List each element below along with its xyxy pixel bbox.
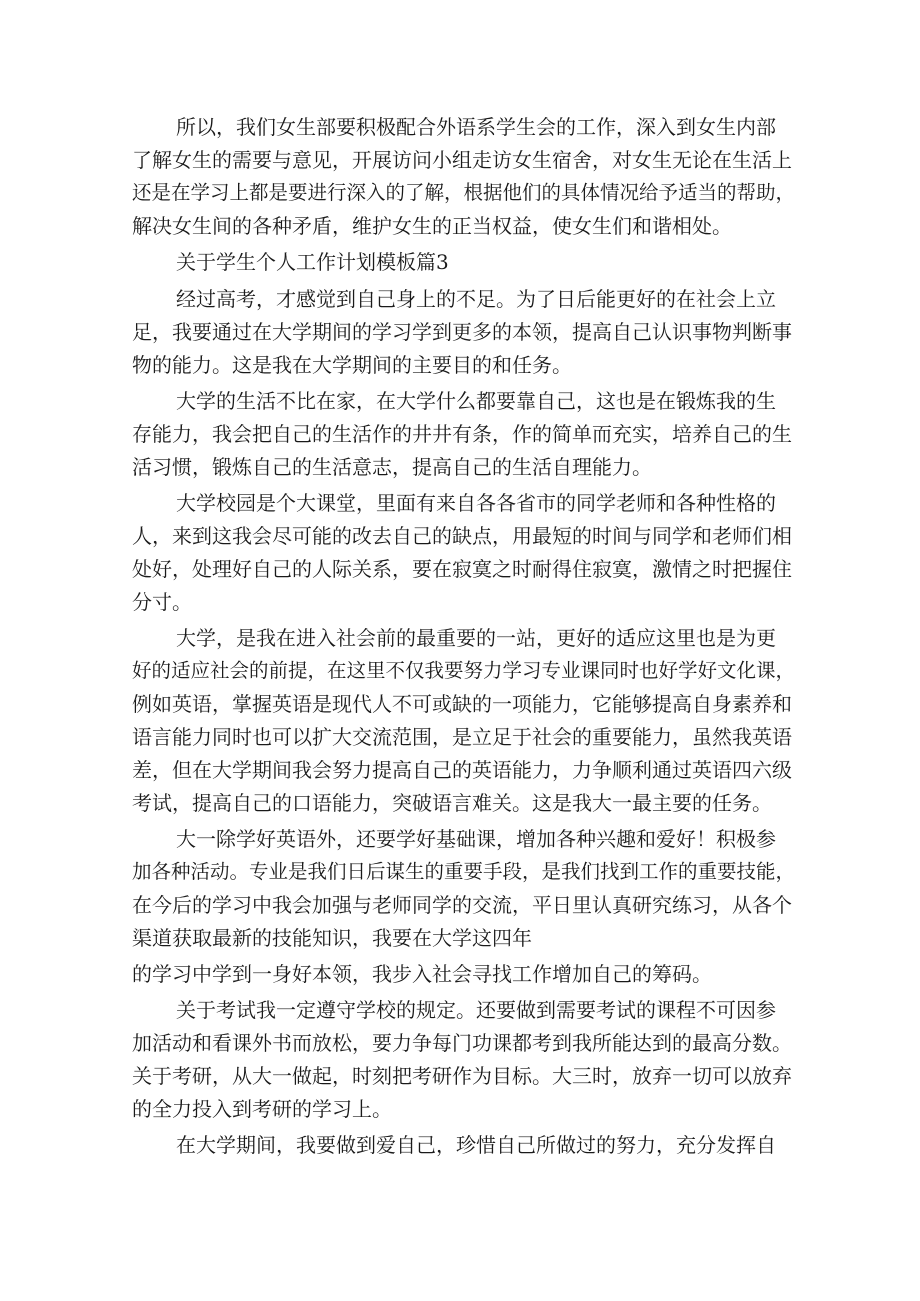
text-line: 的学习中学到一身好本领，我步入社会寻找工作增加自己的筹码。: [132, 962, 712, 986]
text-line: 例如英语，掌握英语是现代人不可或缺的一项能力，它能够提高自身素养和: [132, 692, 792, 716]
text-line: 的全力投入到考研的学习上。: [132, 1097, 392, 1121]
text-line: 渠道获取最新的技能知识，我要在大学这四年: [132, 926, 532, 950]
text-line: 在大学期间，我要做到爱自己，珍惜自己所做过的努力，充分发挥自: [176, 1133, 776, 1157]
text-line: 关于考试我一定遵守学校的规定。还要做到需要考试的课程不可因参: [176, 998, 776, 1022]
text-line: 大学的生活不比在家，在大学什么都要靠自己，这也是在锻炼我的生: [176, 389, 776, 413]
text-line: 加各种活动。专业是我们日后谋生的重要手段，是我们找到工作的重要技能，: [132, 860, 796, 883]
text-line: 物的能力。这是我在大学期间的主要目的和任务。: [132, 353, 572, 377]
section-heading: 关于学生个人工作计划模板篇3: [176, 250, 449, 274]
text-line: 大学，是我在进入社会前的最重要的一站，更好的适应这里也是为更: [176, 626, 776, 650]
text-line: 活习惯，锻炼自己的生活意志，提高自己的生活自理能力。: [132, 455, 652, 479]
text-line: 大一除学好英语外，还要学好基础课，增加各种兴趣和爱好！积极参: [176, 827, 776, 851]
text-line: 大学校园是个大课堂，里面有来自各各省市的同学老师和各种性格的: [176, 491, 776, 515]
text-line: 好的适应社会的前提，在这里不仅我要努力学习专业课同时也好学好文化课，: [132, 659, 796, 682]
text-line: 还是在学习上都是要进行深入的了解，根据他们的具体情况给予适当的帮助，: [132, 181, 796, 204]
text-line: 存能力，我会把自己的生活作的井井有条，作的简单而充实，培养自己的生: [132, 422, 792, 446]
text-line: 足，我要通过在大学期间的学习学到更多的本领，提高自己认识事物判断事: [132, 320, 792, 344]
text-line: 关于考研，从大一做起，时刻把考研作为目标。大三时，放弃一切可以放弃: [132, 1064, 792, 1088]
text-line: 加活动和看课外书而放松，要力争每门功课都考到我所能达到的最高分数。: [132, 1031, 792, 1055]
text-line: 分寸。: [132, 590, 192, 614]
text-line: 解决女生间的各种矛盾，维护女生的正当权益，使女生们和谐相处。: [132, 214, 732, 238]
text-line: 考试，提高自己的口语能力，突破语言难关。这是我大一最主要的任务。: [132, 791, 772, 815]
text-line: 人，来到这我会尽可能的改去自己的缺点，用最短的时间与同学和老师们相: [132, 524, 792, 548]
text-line: 差，但在大学期间我会努力提高自己的英语能力，力争顺利通过英语四六级: [132, 758, 792, 782]
text-line: 了解女生的需要与意见，开展访问小组走访女生宿舍，对女生无论在生活上: [132, 148, 792, 172]
text-line: 所以，我们女生部要积极配合外语系学生会的工作，深入到女生内部: [176, 115, 776, 139]
text-line: 处好，处理好自己的人际关系，要在寂寞之时耐得住寂寞，激情之时把握住: [132, 557, 792, 581]
text-line: 经过高考，才感觉到自己身上的不足。为了日后能更好的在社会上立: [176, 287, 776, 311]
text-line: 在今后的学习中我会加强与老师同学的交流，平日里认真研究练习，从各个: [132, 893, 792, 917]
text-line: 语言能力同时也可以扩大交流范围，是立足于社会的重要能力，虽然我英语: [132, 725, 792, 749]
